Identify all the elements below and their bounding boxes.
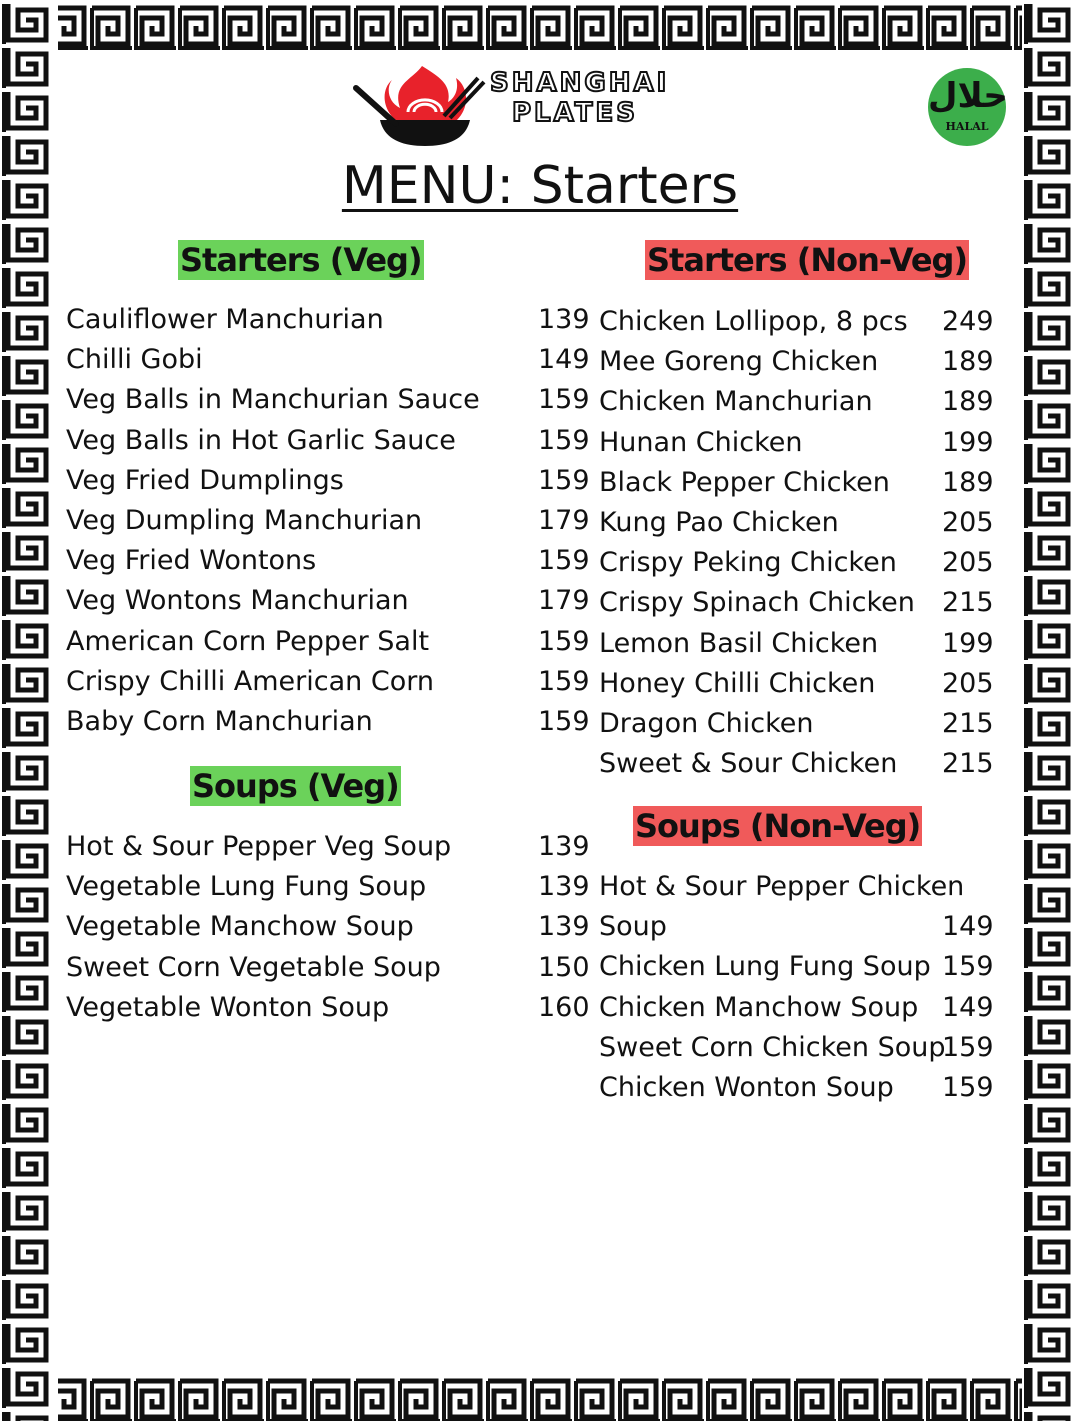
greek-key-border-top [0, 0, 1080, 52]
menu-item-name: Kung Pao Chicken [599, 507, 839, 538]
menu-item-price: 215 [942, 708, 994, 739]
menu-item-name: Chicken Manchurian [599, 386, 873, 418]
menu-item-price: 189 [942, 386, 994, 418]
menu-item-price: 179 [538, 505, 590, 536]
menu-item-price: 139 [538, 871, 590, 903]
page-title: MENU: Starters [341, 156, 739, 216]
menu-item-name: American Corn Pepper Salt [66, 625, 430, 657]
menu-item-price: 139 [538, 831, 590, 862]
section-title-soups-veg: Soups (Veg) [192, 767, 399, 805]
menu-item-price: 189 [942, 466, 994, 498]
menu-item-name: Veg Fried Wontons [66, 545, 317, 577]
menu-item-name: Dragon Chicken [599, 708, 814, 739]
section-title-starters-nonveg: Starters (Non-Veg) [647, 241, 968, 279]
menu-item-name: Sweet Corn Chicken Soup [599, 1031, 946, 1063]
menu-item-name: Hunan Chicken [599, 426, 803, 458]
menu-item-price: 159 [942, 1072, 994, 1103]
menu-item-name: Chicken Lung Fung Soup [599, 951, 931, 983]
menu-item-name: Crispy Spinach Chicken [599, 587, 915, 619]
menu-item-price: 179 [538, 585, 590, 617]
menu-item-price: 159 [538, 706, 590, 737]
menu-item-price: 160 [538, 991, 590, 1023]
section-title-starters-veg: Starters (Veg) [180, 241, 422, 279]
menu-item-name: Black Pepper Chicken [599, 466, 890, 498]
menu-item-name: Chicken Wonton Soup [599, 1072, 894, 1103]
menu-item-price: 205 [942, 547, 994, 579]
menu-item-name: Veg Balls in Hot Garlic Sauce [66, 424, 456, 456]
menu-item-price: 159 [538, 665, 590, 697]
menu-item-name: Chilli Gobi [66, 344, 203, 376]
menu-item-price: 215 [942, 587, 994, 619]
menu-item-price: 159 [538, 625, 590, 657]
menu-item-name: Vegetable Wonton Soup [66, 991, 390, 1023]
menu-item-price: 205 [942, 667, 994, 699]
menu-item-name: Vegetable Manchow Soup [66, 911, 414, 943]
menu-item-price: 149 [942, 911, 994, 943]
menu-item-name: Mee Goreng Chicken [599, 346, 879, 378]
logo-text-line2: PLATES [512, 98, 638, 128]
menu-item-name: Soup [599, 911, 667, 943]
shanghai-plates-logo [352, 58, 732, 150]
menu-item-name: Honey Chilli Chicken [599, 667, 876, 699]
menu-item-name: Veg Fried Dumplings [66, 464, 344, 496]
menu-item-name: Sweet Corn Vegetable Soup [66, 951, 441, 983]
wok-flame-icon [352, 58, 492, 150]
menu-item-price: 199 [942, 426, 994, 458]
menu-item-name: Hot & Sour Pepper Veg Soup [66, 831, 452, 862]
menu-item-price: 189 [942, 346, 994, 378]
menu-item-price: 149 [538, 344, 590, 376]
menu-item-name: Cauliflower Manchurian [66, 304, 384, 335]
menu-item-name: Chicken Lollipop, 8 pcs [599, 306, 908, 337]
menu-item-price: 139 [538, 304, 590, 335]
menu-item-name: Veg Dumpling Manchurian [66, 505, 423, 536]
menu-item-name: Chicken Manchow Soup [599, 991, 919, 1023]
menu-item-price: 159 [538, 545, 590, 577]
menu-item-price: 159 [538, 464, 590, 496]
menu-item-price: 215 [942, 748, 994, 780]
menu-item-name: Vegetable Lung Fung Soup [66, 871, 427, 903]
menu-item-name: Lemon Basil Chicken [599, 627, 879, 659]
menu-item-name: Crispy Chilli American Corn [66, 665, 434, 697]
menu-item-price: 199 [942, 627, 994, 659]
menu-item-price: 159 [538, 424, 590, 456]
logo-text-line1: SHANGHAI [490, 68, 670, 98]
menu-item-name: Crispy Peking Chicken [599, 547, 897, 579]
menu-item-price: 149 [942, 991, 994, 1023]
menu-item-name: Veg Balls in Manchurian Sauce [66, 384, 480, 416]
menu-item-price: 150 [538, 951, 590, 983]
menu-item-price: 205 [942, 507, 994, 538]
greek-key-border-bottom [0, 1373, 1080, 1421]
menu-item-name: Sweet & Sour Chicken [599, 748, 898, 780]
menu-item-price: 159 [942, 1031, 994, 1063]
menu-item-price: 249 [942, 306, 994, 337]
section-title-soups-nonveg: Soups (Non-Veg) [635, 807, 921, 845]
menu-item-name: Hot & Sour Pepper Chicken [599, 871, 965, 902]
halal-arabic-text: حلال [928, 76, 1008, 116]
menu-item-price: 159 [538, 384, 590, 416]
menu-item-price: 159 [942, 951, 994, 983]
menu-item-name: Baby Corn Manchurian [66, 706, 373, 737]
menu-item-name: Veg Wontons Manchurian [66, 585, 409, 617]
menu-item-price: 139 [538, 911, 590, 943]
halal-badge [928, 68, 1006, 146]
halal-english-text: HALAL [945, 120, 989, 133]
